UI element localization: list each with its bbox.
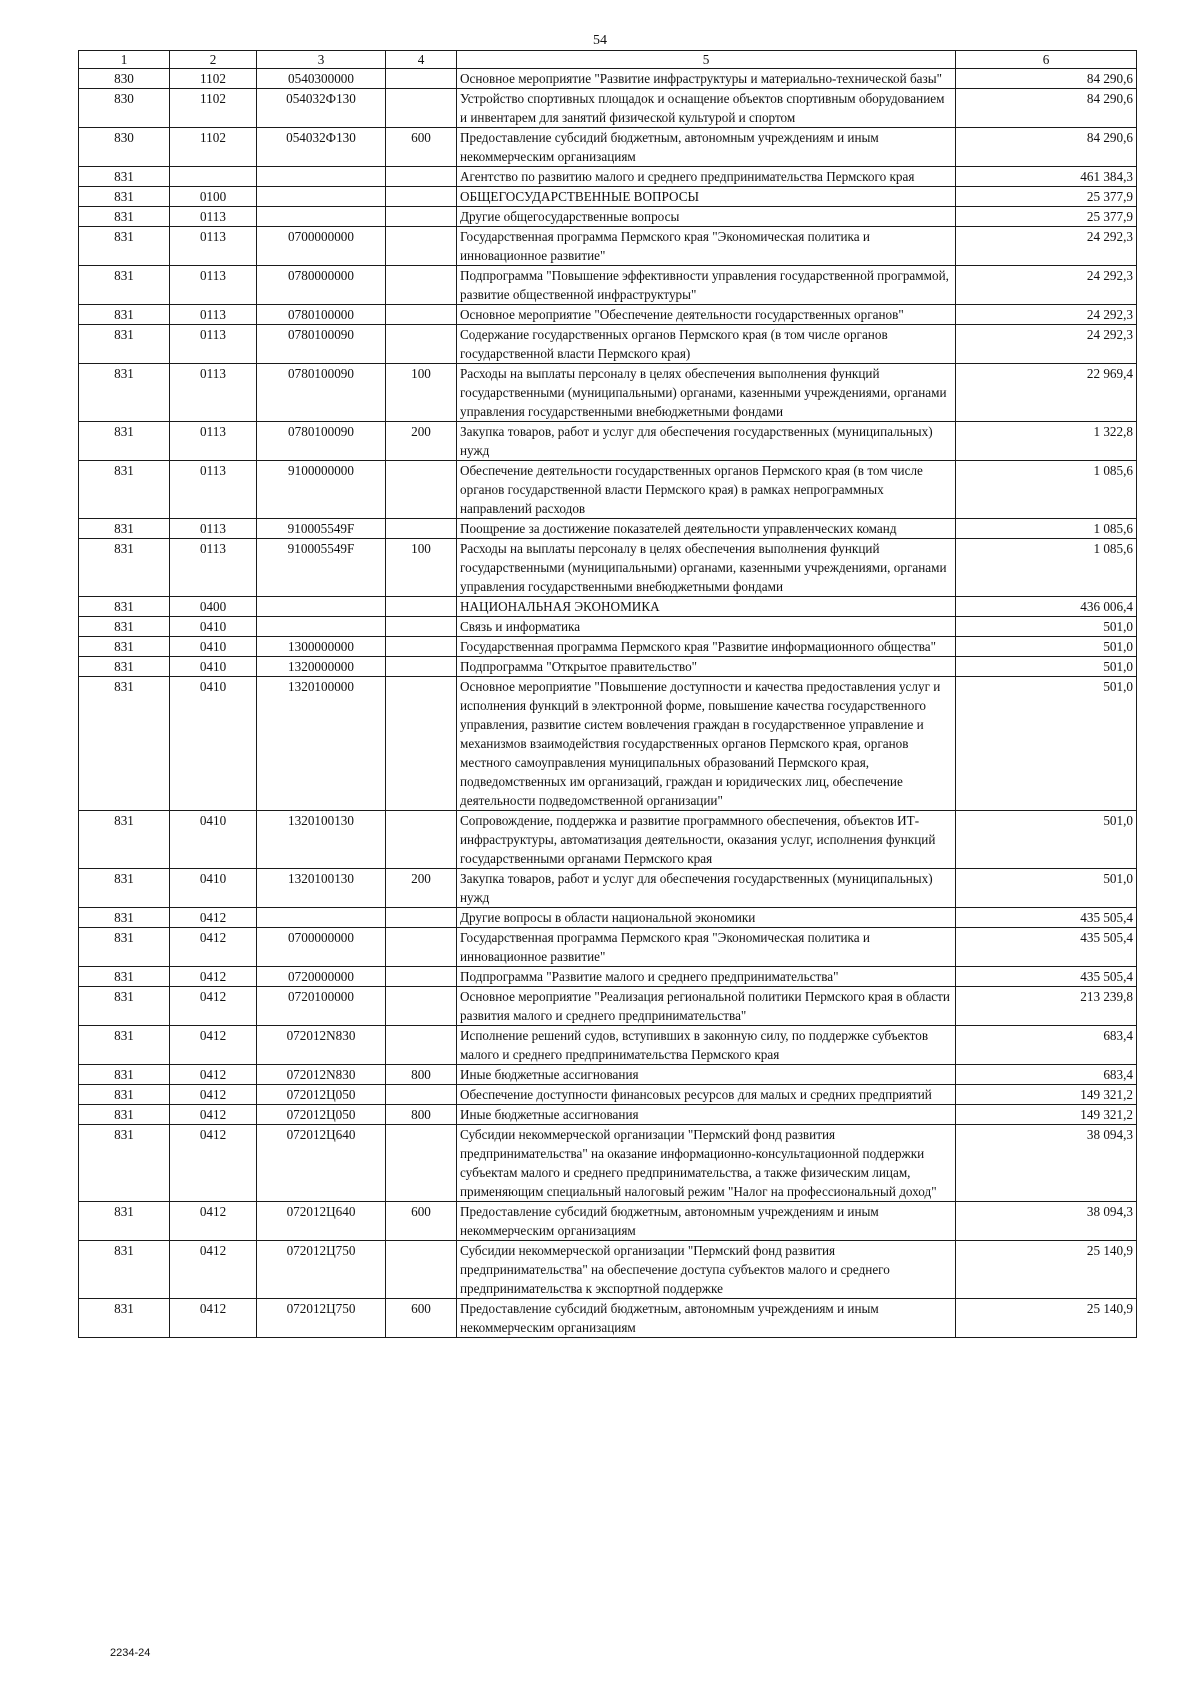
expense-kind-cell bbox=[386, 928, 457, 967]
target-code-cell: 072012Ц750 bbox=[257, 1299, 386, 1338]
admin-code-cell: 831 bbox=[79, 1125, 170, 1202]
amount-cell: 213 239,8 bbox=[956, 987, 1137, 1026]
table-row bbox=[79, 1202, 1137, 1241]
item-name-cell: Закупка товаров, работ и услуг для обеспечения государственных (муниципальных) нужд bbox=[457, 422, 956, 461]
expense-kind-cell bbox=[386, 677, 457, 811]
table-row bbox=[79, 1085, 1137, 1105]
table-row bbox=[79, 187, 1137, 207]
target-code-cell: 0700000000 bbox=[257, 928, 386, 967]
target-code-cell: 0540300000 bbox=[257, 69, 386, 89]
target-code-cell: 072012N830 bbox=[257, 1026, 386, 1065]
item-name-cell: Субсидии некоммерческой организации "Пермский фонд развития предпринимательства" на обеспечение доступа субъектов малого и среднего предпринимательства к экспортной поддержке bbox=[457, 1241, 956, 1299]
admin-code-cell: 831 bbox=[79, 987, 170, 1026]
table-row bbox=[79, 305, 1137, 325]
admin-code-cell: 830 bbox=[79, 89, 170, 128]
table-row bbox=[79, 637, 1137, 657]
table-row bbox=[79, 128, 1137, 167]
amount-cell: 38 094,3 bbox=[956, 1125, 1137, 1202]
target-code-cell: 9100000000 bbox=[257, 461, 386, 519]
amount-cell: 501,0 bbox=[956, 617, 1137, 637]
section-code-cell: 0410 bbox=[170, 617, 257, 637]
amount-cell: 436 006,4 bbox=[956, 597, 1137, 617]
table-row bbox=[79, 266, 1137, 305]
expense-kind-cell bbox=[386, 167, 457, 187]
item-name-cell: Основное мероприятие "Обеспечение деятельности государственных органов" bbox=[457, 305, 956, 325]
expense-kind-cell bbox=[386, 305, 457, 325]
expense-kind-cell: 200 bbox=[386, 869, 457, 908]
table-row bbox=[79, 519, 1137, 539]
expense-kind-cell bbox=[386, 811, 457, 869]
admin-code-cell: 831 bbox=[79, 461, 170, 519]
expense-kind-cell bbox=[386, 266, 457, 305]
amount-cell: 84 290,6 bbox=[956, 89, 1137, 128]
table-row bbox=[79, 539, 1137, 597]
table-row bbox=[79, 1065, 1137, 1085]
section-code-cell: 0412 bbox=[170, 1241, 257, 1299]
amount-cell: 501,0 bbox=[956, 637, 1137, 657]
item-name-cell: Основное мероприятие "Повышение доступности и качества предоставления услуг и исполнения функций в электронной форме, повышение качества государственного управления, развитие систем вовлечения граждан в государственное управление и механизмов взаимодействия государственных органов Пермского края, органов местного самоуправления муниципальных образований Пермского края, подведомственных им организаций, граждан и юридических лиц, обеспечение деятельности подведомственной организации" bbox=[457, 677, 956, 811]
section-code-cell: 0412 bbox=[170, 1125, 257, 1202]
expense-kind-cell bbox=[386, 1125, 457, 1202]
admin-code-cell: 830 bbox=[79, 69, 170, 89]
amount-cell: 24 292,3 bbox=[956, 325, 1137, 364]
section-code-cell bbox=[170, 167, 257, 187]
target-code-cell: 054032Ф130 bbox=[257, 128, 386, 167]
target-code-cell bbox=[257, 617, 386, 637]
amount-cell: 683,4 bbox=[956, 1026, 1137, 1065]
section-code-cell: 0113 bbox=[170, 207, 257, 227]
table-row bbox=[79, 1026, 1137, 1065]
admin-code-cell: 831 bbox=[79, 908, 170, 928]
budget-table bbox=[78, 50, 1137, 1338]
expense-kind-cell: 800 bbox=[386, 1065, 457, 1085]
expense-kind-cell bbox=[386, 187, 457, 207]
header-col-1: 1 bbox=[79, 51, 170, 69]
table-row bbox=[79, 617, 1137, 637]
section-code-cell: 0400 bbox=[170, 597, 257, 617]
amount-cell: 25 140,9 bbox=[956, 1241, 1137, 1299]
target-code-cell: 072012N830 bbox=[257, 1065, 386, 1085]
item-name-cell: НАЦИОНАЛЬНАЯ ЭКОНОМИКА bbox=[457, 597, 956, 617]
table-row bbox=[79, 1125, 1137, 1202]
section-code-cell: 0412 bbox=[170, 1026, 257, 1065]
expense-kind-cell: 200 bbox=[386, 422, 457, 461]
table-row bbox=[79, 967, 1137, 987]
section-code-cell: 0412 bbox=[170, 1202, 257, 1241]
amount-cell: 38 094,3 bbox=[956, 1202, 1137, 1241]
expense-kind-cell bbox=[386, 597, 457, 617]
item-name-cell: Сопровождение, поддержка и развитие программного обеспечения, объектов ИТ-инфраструктуры, автоматизация деятельности, оказания услуг, исполнения функций государственными органами Пермского края bbox=[457, 811, 956, 869]
admin-code-cell: 831 bbox=[79, 1085, 170, 1105]
section-code-cell: 0412 bbox=[170, 928, 257, 967]
table-row bbox=[79, 364, 1137, 422]
expense-kind-cell: 600 bbox=[386, 1299, 457, 1338]
target-code-cell bbox=[257, 597, 386, 617]
section-code-cell: 0412 bbox=[170, 1085, 257, 1105]
target-code-cell bbox=[257, 187, 386, 207]
expense-kind-cell bbox=[386, 325, 457, 364]
amount-cell: 1 085,6 bbox=[956, 519, 1137, 539]
amount-cell: 501,0 bbox=[956, 811, 1137, 869]
amount-cell: 24 292,3 bbox=[956, 266, 1137, 305]
table-row bbox=[79, 1241, 1137, 1299]
amount-cell: 149 321,2 bbox=[956, 1105, 1137, 1125]
admin-code-cell: 831 bbox=[79, 207, 170, 227]
amount-cell: 1 322,8 bbox=[956, 422, 1137, 461]
item-name-cell: Обеспечение деятельности государственных органов Пермского края (в том числе органов государственной власти Пермского края) в рамках непрограммных направлений расходов bbox=[457, 461, 956, 519]
expense-kind-cell bbox=[386, 207, 457, 227]
item-name-cell: Агентство по развитию малого и среднего предпринимательства Пермского края bbox=[457, 167, 956, 187]
item-name-cell: Подпрограмма "Открытое правительство" bbox=[457, 657, 956, 677]
admin-code-cell: 831 bbox=[79, 227, 170, 266]
admin-code-cell: 831 bbox=[79, 422, 170, 461]
table-row bbox=[79, 422, 1137, 461]
target-code-cell: 072012Ц050 bbox=[257, 1085, 386, 1105]
target-code-cell: 0780000000 bbox=[257, 266, 386, 305]
header-col-2: 2 bbox=[170, 51, 257, 69]
section-code-cell: 0113 bbox=[170, 227, 257, 266]
target-code-cell bbox=[257, 167, 386, 187]
item-name-cell: Иные бюджетные ассигнования bbox=[457, 1065, 956, 1085]
admin-code-cell: 831 bbox=[79, 266, 170, 305]
expense-kind-cell bbox=[386, 987, 457, 1026]
header-col-3: 3 bbox=[257, 51, 386, 69]
admin-code-cell: 831 bbox=[79, 519, 170, 539]
section-code-cell: 0412 bbox=[170, 1299, 257, 1338]
expense-kind-cell bbox=[386, 519, 457, 539]
target-code-cell: 072012Ц640 bbox=[257, 1202, 386, 1241]
section-code-cell: 0410 bbox=[170, 677, 257, 811]
table-row bbox=[79, 207, 1137, 227]
amount-cell: 24 292,3 bbox=[956, 227, 1137, 266]
target-code-cell: 0700000000 bbox=[257, 227, 386, 266]
table-row bbox=[79, 69, 1137, 89]
target-code-cell: 910005549F bbox=[257, 539, 386, 597]
section-code-cell: 0113 bbox=[170, 539, 257, 597]
item-name-cell: Другие общегосударственные вопросы bbox=[457, 207, 956, 227]
item-name-cell: Подпрограмма "Развитие малого и среднего предпринимательства" bbox=[457, 967, 956, 987]
table-row bbox=[79, 227, 1137, 266]
target-code-cell: 072012Ц750 bbox=[257, 1241, 386, 1299]
amount-cell: 25 377,9 bbox=[956, 207, 1137, 227]
target-code-cell: 1320100130 bbox=[257, 869, 386, 908]
section-code-cell: 0113 bbox=[170, 266, 257, 305]
table-row bbox=[79, 89, 1137, 128]
amount-cell: 25 377,9 bbox=[956, 187, 1137, 207]
admin-code-cell: 831 bbox=[79, 928, 170, 967]
target-code-cell: 072012Ц640 bbox=[257, 1125, 386, 1202]
section-code-cell: 0410 bbox=[170, 657, 257, 677]
expense-kind-cell bbox=[386, 617, 457, 637]
section-code-cell: 1102 bbox=[170, 69, 257, 89]
table-row bbox=[79, 677, 1137, 811]
item-name-cell: Поощрение за достижение показателей деятельности управленческих команд bbox=[457, 519, 956, 539]
item-name-cell: Государственная программа Пермского края "Экономическая политика и инновационное развитие" bbox=[457, 227, 956, 266]
section-code-cell: 0113 bbox=[170, 305, 257, 325]
expense-kind-cell bbox=[386, 89, 457, 128]
expense-kind-cell bbox=[386, 1241, 457, 1299]
section-code-cell: 0113 bbox=[170, 519, 257, 539]
amount-cell: 683,4 bbox=[956, 1065, 1137, 1085]
target-code-cell: 0720000000 bbox=[257, 967, 386, 987]
admin-code-cell: 831 bbox=[79, 1026, 170, 1065]
expense-kind-cell bbox=[386, 461, 457, 519]
item-name-cell: Предоставление субсидий бюджетным, автономным учреждениям и иным некоммерческим организациям bbox=[457, 1202, 956, 1241]
amount-cell: 501,0 bbox=[956, 677, 1137, 811]
admin-code-cell: 831 bbox=[79, 869, 170, 908]
admin-code-cell: 831 bbox=[79, 1299, 170, 1338]
section-code-cell: 0113 bbox=[170, 325, 257, 364]
target-code-cell: 1320100000 bbox=[257, 677, 386, 811]
item-name-cell: Содержание государственных органов Пермского края (в том числе органов государственной власти Пермского края) bbox=[457, 325, 956, 364]
table-row bbox=[79, 869, 1137, 908]
section-code-cell: 0410 bbox=[170, 811, 257, 869]
item-name-cell: Связь и информатика bbox=[457, 617, 956, 637]
table-row bbox=[79, 987, 1137, 1026]
expense-kind-cell bbox=[386, 1026, 457, 1065]
item-name-cell: ОБЩЕГОСУДАРСТВЕННЫЕ ВОПРОСЫ bbox=[457, 187, 956, 207]
admin-code-cell: 831 bbox=[79, 325, 170, 364]
item-name-cell: Иные бюджетные ассигнования bbox=[457, 1105, 956, 1125]
expense-kind-cell bbox=[386, 69, 457, 89]
target-code-cell: 054032Ф130 bbox=[257, 89, 386, 128]
section-code-cell: 0410 bbox=[170, 869, 257, 908]
amount-cell: 24 292,3 bbox=[956, 305, 1137, 325]
amount-cell: 501,0 bbox=[956, 657, 1137, 677]
admin-code-cell: 831 bbox=[79, 677, 170, 811]
section-code-cell: 0412 bbox=[170, 1105, 257, 1125]
target-code-cell: 910005549F bbox=[257, 519, 386, 539]
item-name-cell: Устройство спортивных площадок и оснащение объектов спортивным оборудованием и инвентарем для занятий физической культурой и спортом bbox=[457, 89, 956, 128]
footer-code: 2234-24 bbox=[110, 1647, 151, 1659]
admin-code-cell: 831 bbox=[79, 597, 170, 617]
item-name-cell: Расходы на выплаты персоналу в целях обеспечения выполнения функций государственными (муниципальными) органами, казенными учреждениями, органами управления государственными внебюджетными фондами bbox=[457, 539, 956, 597]
item-name-cell: Расходы на выплаты персоналу в целях обеспечения выполнения функций государственными (муниципальными) органами, казенными учреждениями, органами управления государственными внебюджетными фондами bbox=[457, 364, 956, 422]
item-name-cell: Основное мероприятие "Реализация региональной политики Пермского края в области развития малого и среднего предпринимательства" bbox=[457, 987, 956, 1026]
admin-code-cell: 831 bbox=[79, 167, 170, 187]
amount-cell: 435 505,4 bbox=[956, 928, 1137, 967]
item-name-cell: Исполнение решений судов, вступивших в законную силу, по поддержке субъектов малого и среднего предпринимательства Пермского края bbox=[457, 1026, 956, 1065]
target-code-cell bbox=[257, 908, 386, 928]
header-col-6: 6 bbox=[956, 51, 1137, 69]
page-number: 54 bbox=[593, 33, 607, 48]
table-row bbox=[79, 597, 1137, 617]
item-name-cell: Предоставление субсидий бюджетным, автономным учреждениям и иным некоммерческим организациям bbox=[457, 1299, 956, 1338]
amount-cell: 84 290,6 bbox=[956, 69, 1137, 89]
admin-code-cell: 831 bbox=[79, 305, 170, 325]
table-body bbox=[79, 69, 1137, 1338]
amount-cell: 501,0 bbox=[956, 869, 1137, 908]
item-name-cell: Государственная программа Пермского края "Развитие информационного общества" bbox=[457, 637, 956, 657]
target-code-cell: 0780100090 bbox=[257, 364, 386, 422]
target-code-cell: 1300000000 bbox=[257, 637, 386, 657]
table-row bbox=[79, 461, 1137, 519]
amount-cell: 1 085,6 bbox=[956, 461, 1137, 519]
amount-cell: 1 085,6 bbox=[956, 539, 1137, 597]
section-code-cell: 0412 bbox=[170, 987, 257, 1026]
admin-code-cell: 831 bbox=[79, 364, 170, 422]
expense-kind-cell bbox=[386, 967, 457, 987]
item-name-cell: Основное мероприятие "Развитие инфраструктуры и материально-технической базы" bbox=[457, 69, 956, 89]
amount-cell: 461 384,3 bbox=[956, 167, 1137, 187]
target-code-cell: 072012Ц050 bbox=[257, 1105, 386, 1125]
table-row bbox=[79, 908, 1137, 928]
item-name-cell: Субсидии некоммерческой организации "Пермский фонд развития предпринимательства" на оказание информационно-консультационной поддержки субъектам малого и среднего предпринимательства, а также физическим лицам, применяющим специальный налоговый режим "Налог на профессиональный доход" bbox=[457, 1125, 956, 1202]
table-row bbox=[79, 657, 1137, 677]
expense-kind-cell: 600 bbox=[386, 128, 457, 167]
section-code-cell: 0113 bbox=[170, 422, 257, 461]
item-name-cell: Предоставление субсидий бюджетным, автономным учреждениям и иным некоммерческим организациям bbox=[457, 128, 956, 167]
item-name-cell: Закупка товаров, работ и услуг для обеспечения государственных (муниципальных) нужд bbox=[457, 869, 956, 908]
amount-cell: 435 505,4 bbox=[956, 967, 1137, 987]
amount-cell: 25 140,9 bbox=[956, 1299, 1137, 1338]
section-code-cell: 0113 bbox=[170, 461, 257, 519]
item-name-cell: Другие вопросы в области национальной экономики bbox=[457, 908, 956, 928]
expense-kind-cell bbox=[386, 227, 457, 266]
table-row bbox=[79, 811, 1137, 869]
section-code-cell: 0412 bbox=[170, 1065, 257, 1085]
header-col-5: 5 bbox=[457, 51, 956, 69]
target-code-cell: 1320100130 bbox=[257, 811, 386, 869]
admin-code-cell: 831 bbox=[79, 1202, 170, 1241]
admin-code-cell: 831 bbox=[79, 637, 170, 657]
target-code-cell: 0780100090 bbox=[257, 422, 386, 461]
admin-code-cell: 831 bbox=[79, 657, 170, 677]
section-code-cell: 0100 bbox=[170, 187, 257, 207]
expense-kind-cell: 100 bbox=[386, 539, 457, 597]
amount-cell: 84 290,6 bbox=[956, 128, 1137, 167]
target-code-cell: 0780100000 bbox=[257, 305, 386, 325]
section-code-cell: 0412 bbox=[170, 967, 257, 987]
expense-kind-cell: 800 bbox=[386, 1105, 457, 1125]
expense-kind-cell bbox=[386, 1085, 457, 1105]
table-row bbox=[79, 1299, 1137, 1338]
target-code-cell: 0720100000 bbox=[257, 987, 386, 1026]
section-code-cell: 1102 bbox=[170, 89, 257, 128]
amount-cell: 435 505,4 bbox=[956, 908, 1137, 928]
expense-kind-cell: 100 bbox=[386, 364, 457, 422]
admin-code-cell: 831 bbox=[79, 811, 170, 869]
section-code-cell: 0412 bbox=[170, 908, 257, 928]
amount-cell: 149 321,2 bbox=[956, 1085, 1137, 1105]
target-code-cell bbox=[257, 207, 386, 227]
header-col-4: 4 bbox=[386, 51, 457, 69]
admin-code-cell: 831 bbox=[79, 967, 170, 987]
amount-cell: 22 969,4 bbox=[956, 364, 1137, 422]
table-row bbox=[79, 325, 1137, 364]
target-code-cell: 0780100090 bbox=[257, 325, 386, 364]
item-name-cell: Подпрограмма "Повышение эффективности управления государственной программой, развитие общественной инфраструктуры" bbox=[457, 266, 956, 305]
table-row bbox=[79, 928, 1137, 967]
admin-code-cell: 831 bbox=[79, 539, 170, 597]
section-code-cell: 0410 bbox=[170, 637, 257, 657]
admin-code-cell: 831 bbox=[79, 1065, 170, 1085]
admin-code-cell: 831 bbox=[79, 1241, 170, 1299]
item-name-cell: Государственная программа Пермского края "Экономическая политика и инновационное развитие" bbox=[457, 928, 956, 967]
item-name-cell: Обеспечение доступности финансовых ресурсов для малых и средних предприятий bbox=[457, 1085, 956, 1105]
section-code-cell: 0113 bbox=[170, 364, 257, 422]
admin-code-cell: 831 bbox=[79, 1105, 170, 1125]
admin-code-cell: 831 bbox=[79, 617, 170, 637]
admin-code-cell: 831 bbox=[79, 187, 170, 207]
expense-kind-cell bbox=[386, 908, 457, 928]
admin-code-cell: 830 bbox=[79, 128, 170, 167]
target-code-cell: 1320000000 bbox=[257, 657, 386, 677]
expense-kind-cell: 600 bbox=[386, 1202, 457, 1241]
table-row bbox=[79, 167, 1137, 187]
expense-kind-cell bbox=[386, 657, 457, 677]
table-row bbox=[79, 1105, 1137, 1125]
expense-kind-cell bbox=[386, 637, 457, 657]
section-code-cell: 1102 bbox=[170, 128, 257, 167]
header-row bbox=[79, 51, 1137, 69]
